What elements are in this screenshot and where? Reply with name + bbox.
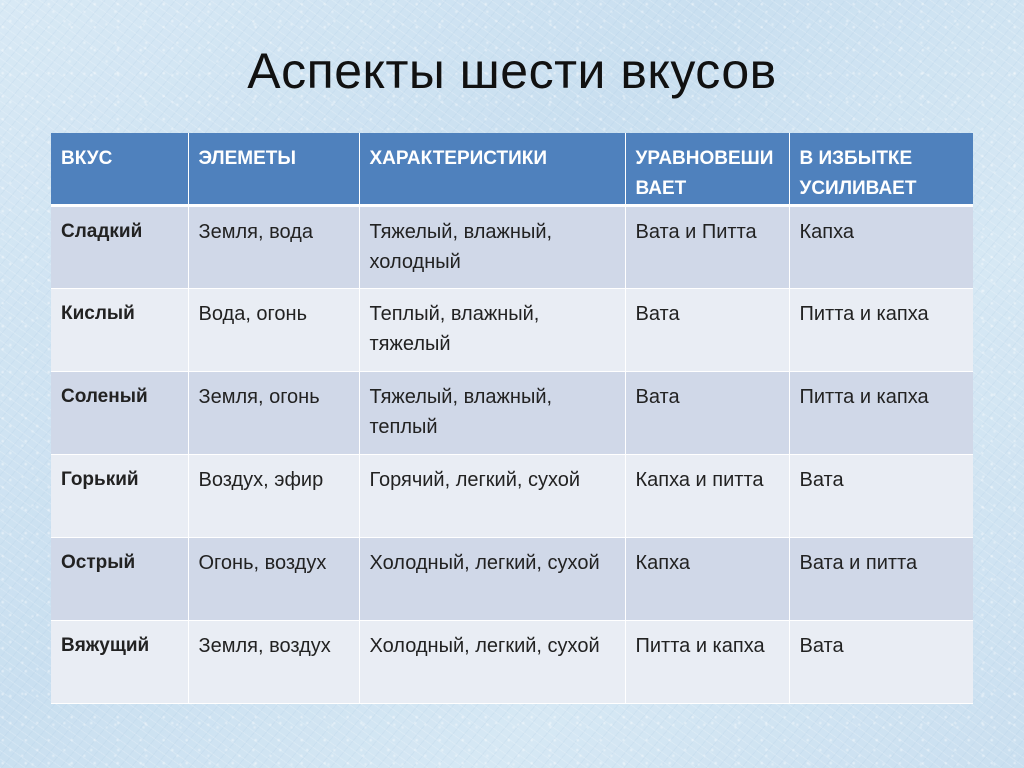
cell-excess-increases: Вата [789,455,973,538]
cell-balances: Капха [625,538,789,621]
cell-elements: Земля, воздух [188,621,359,704]
cell-excess-increases: Капха [789,206,973,289]
table-header-row [51,133,973,206]
table-row [51,372,973,455]
table-row [51,538,973,621]
cell-taste: Кислый [51,289,188,372]
cell-taste: Горький [51,455,188,538]
cell-characteristics: Холодный, легкий, сухой [359,538,625,621]
header-elements: ЭЛЕМЕТЫ [188,133,359,206]
cell-balances: Питта и капха [625,621,789,704]
cell-balances: Капха и питта [625,455,789,538]
cell-balances: Вата и Питта [625,206,789,289]
cell-elements: Вода, огонь [188,289,359,372]
cell-excess-increases: Вата [789,621,973,704]
table-row [51,621,973,704]
cell-characteristics: Теплый, влажный, тяжелый [359,289,625,372]
cell-excess-increases: Питта и капха [789,289,973,372]
cell-taste: Сладкий [51,206,188,289]
cell-balances: Вата [625,372,789,455]
cell-elements: Земля, огонь [188,372,359,455]
cell-characteristics: Тяжелый, влажный, холодный [359,206,625,289]
cell-characteristics: Холодный, легкий, сухой [359,621,625,704]
header-taste: ВКУС [51,133,188,206]
table-row [51,206,973,289]
cell-characteristics: Горячий, легкий, сухой [359,455,625,538]
cell-excess-increases: Питта и капха [789,372,973,455]
table-row [51,289,973,372]
cell-taste: Соленый [51,372,188,455]
header-characteristics: ХАРАКТЕРИСТИКИ [359,133,625,206]
tastes-table-container [51,133,973,704]
cell-elements: Огонь, воздух [188,538,359,621]
table-row [51,455,973,538]
cell-balances: Вата [625,289,789,372]
cell-characteristics: Тяжелый, влажный, теплый [359,372,625,455]
cell-taste: Вяжущий [51,621,188,704]
cell-elements: Воздух, эфир [188,455,359,538]
header-excess-increases: В ИЗБЫТКЕ УСИЛИВАЕТ [789,133,973,206]
cell-elements: Земля, вода [188,206,359,289]
cell-excess-increases: Вата и питта [789,538,973,621]
cell-taste: Острый [51,538,188,621]
slide-title: Аспекты шести вкусов [247,43,777,99]
header-balances: УРАВНОВЕШИВАЕТ [625,133,789,206]
tastes-table [51,133,973,704]
